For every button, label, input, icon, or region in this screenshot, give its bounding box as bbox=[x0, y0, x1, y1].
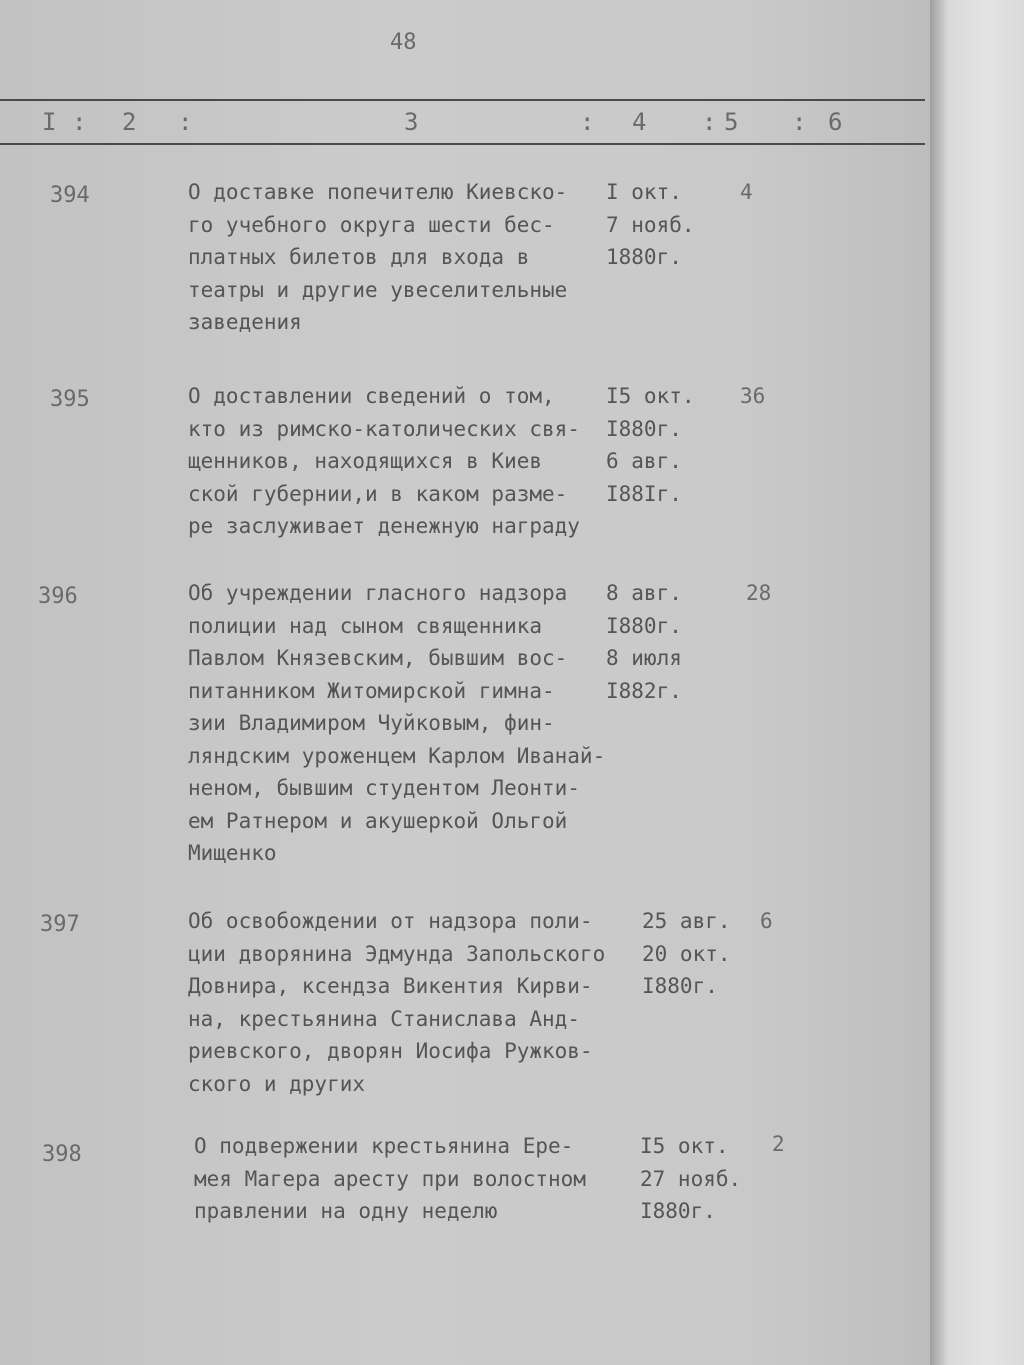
column-header-4: 4 bbox=[632, 108, 647, 136]
entry-number: 398 bbox=[42, 1142, 82, 1167]
column-separator: : bbox=[580, 108, 595, 136]
column-separator: : bbox=[178, 108, 193, 136]
column-header-3: 3 bbox=[404, 108, 419, 136]
entry-dates: I5 окт. 27 нояб. I880г. bbox=[640, 1134, 742, 1223]
entry-sheets: 6 bbox=[760, 909, 773, 933]
header-rule-bottom bbox=[0, 143, 925, 145]
column-header-2: 2 bbox=[122, 108, 137, 136]
column-header-6: 6 bbox=[828, 108, 843, 136]
entry-title: Об учреждении гласного надзора полиции над сыном священника Павлом Князевским, бывшим вос- питанником Житомирской гимна- зии Владимиром Чуйковым, фин- ляндским уроженцем Карлом Иванай- неном, бывшим студентом Леонти- ем Ратнером и акушеркой Ольгой Мищенко bbox=[188, 581, 606, 865]
entry-title: О подвержении крестьянина Ере- мея Магера аресту при волостном правлении на одну неделю bbox=[194, 1134, 586, 1223]
header-rule-top bbox=[0, 99, 925, 101]
column-header-1: I bbox=[42, 108, 57, 136]
entry-dates: I5 окт. I880г. 6 авг. I88Iг. bbox=[606, 384, 695, 506]
entry-sheets: 28 bbox=[746, 581, 772, 605]
column-separator: : bbox=[72, 108, 87, 136]
entry-dates: 25 авг. 20 окт. I880г. bbox=[642, 909, 731, 998]
entry-title: Об освобождении от надзора поли- ции дворянина Эдмунда Запольского Довнира, ксендза Викентия Кирви- на, крестьянина Станислава Анд- риевского, дворян Иосифа Ружков- ского и других bbox=[188, 909, 606, 1096]
entry-number: 396 bbox=[38, 584, 78, 609]
column-separator: : bbox=[792, 108, 807, 136]
entry-number: 395 bbox=[50, 387, 90, 412]
entry-title: О доставлении сведений о том, кто из римско-католических свя- щенников, находящихся в Киев ской губернии,и в каком разме- ре заслуживает денежную награду bbox=[188, 384, 580, 538]
entry-number: 397 bbox=[40, 912, 80, 937]
entry-sheets: 2 bbox=[772, 1132, 785, 1156]
entry-dates: I окт. 7 нояб. 1880г. bbox=[606, 180, 695, 269]
entry-number: 394 bbox=[50, 183, 90, 208]
column-separator: : bbox=[702, 108, 717, 136]
entry-dates: 8 авг. I880г. 8 июля I882г. bbox=[606, 581, 682, 703]
entry-sheets: 4 bbox=[740, 180, 753, 204]
entry-title: О доставке попечителю Киевско- го учебного округа шести бес- платных билетов для входа в театры и другие увеселительные заведения bbox=[188, 180, 568, 334]
page-number: 48 bbox=[390, 30, 417, 55]
page-edge bbox=[930, 0, 1024, 1365]
entry-sheets: 36 bbox=[740, 384, 766, 408]
column-header-5: 5 bbox=[724, 108, 739, 136]
